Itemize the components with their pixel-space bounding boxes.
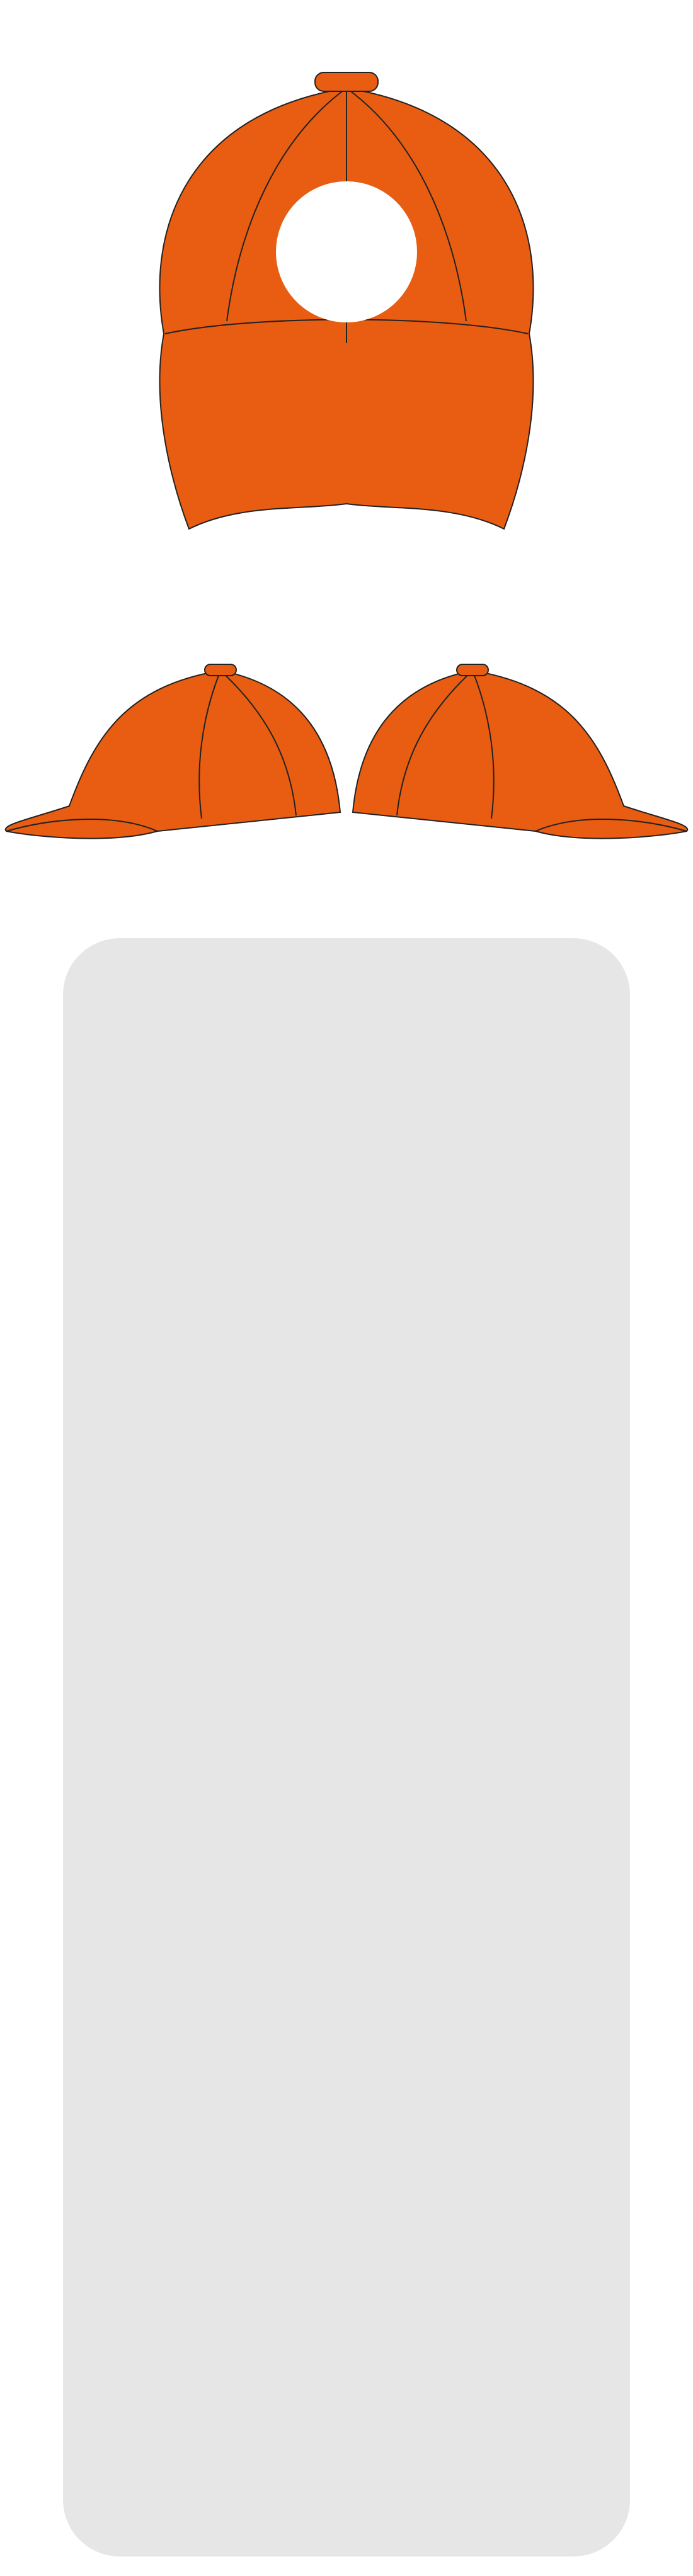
front-cap — [159, 72, 533, 529]
print-selection-panel — [63, 938, 630, 2556]
hero-cap-illustration — [0, 0, 693, 894]
right-side-cap — [353, 664, 687, 839]
front-number-badge — [276, 181, 417, 322]
hero-caps — [0, 0, 693, 894]
left-side-cap — [6, 664, 340, 839]
